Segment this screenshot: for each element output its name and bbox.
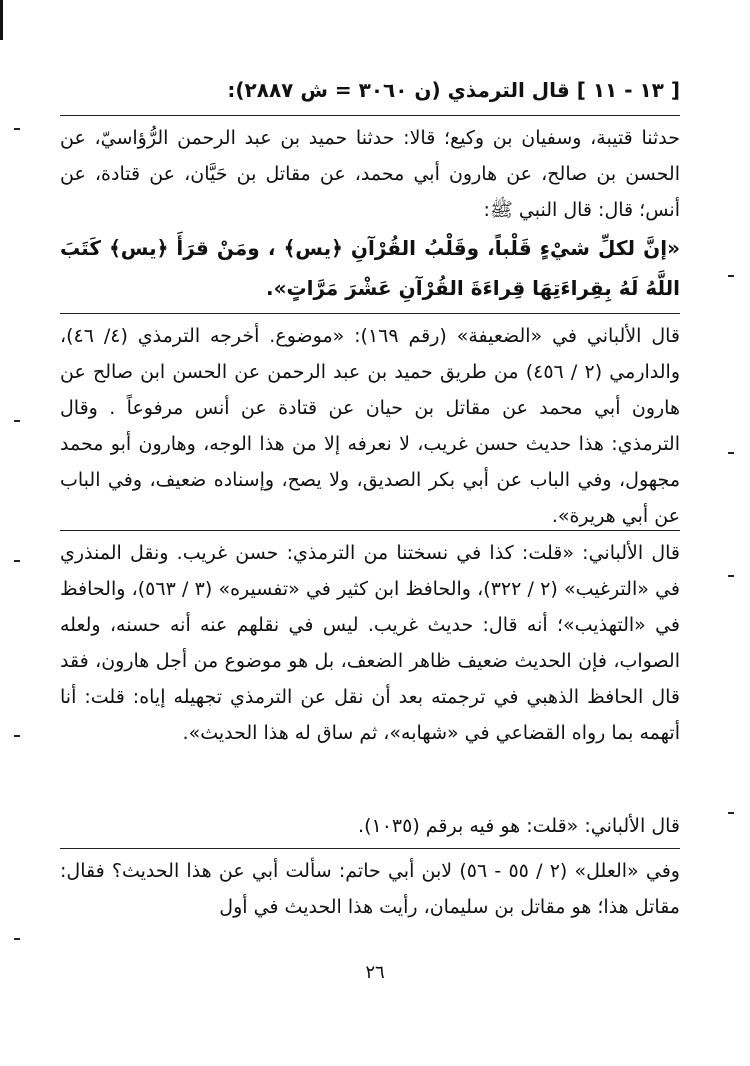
scan-mark <box>728 275 734 277</box>
hadith-text: «إنَّ لكلِّ شيْءٍ قَلْباً، وقَلْبُ القُرْآنِ ﴿يس﴾ ، ومَنْ قرَأَ ﴿يس﴾ كَتَبَ اللَّهُ لَهُ بِقِراءَتِهَا قِراءَةَ القُرْآنِ عَشْرَ مَرَّاتٍ». <box>60 236 680 300</box>
divider-middle <box>60 530 680 531</box>
scan-mark <box>14 128 20 130</box>
scan-mark <box>14 560 20 562</box>
hadith-heading: [ ١٣ - ١١ ] قال الترمذي (ن ٣٠٦٠ = ش ٢٨٨٧): <box>227 78 680 102</box>
divider-top <box>60 115 680 116</box>
scan-mark <box>728 575 734 577</box>
scan-mark <box>728 452 734 454</box>
scan-edge-mark <box>0 0 3 40</box>
scan-mark <box>14 938 20 940</box>
scan-mark <box>14 420 20 422</box>
ilal-paragraph: وفي «العلل» (٢ / ٥٥ - ٥٦) لابن أبي حاتم: سألت أبي عن هذا الحديث؟ فقال: مقاتل هذا؛ هو مقاتل بن سليمان، رأيت هذا الحديث في أول <box>60 860 680 918</box>
albani-commentary-3: قال الألباني: «قلت: هو فيه برقم (١٠٣٥). <box>358 815 680 837</box>
scan-mark <box>14 735 20 737</box>
albani-commentary-1: قال الألباني في «الضعيفة» (رقم ١٦٩): «موضوع. أخرجه الترمذي (٤/ ٤٦)، والدارمي (٢ / ٤٥٦) من طريق حميد بن عبد الرحمن عن الحسن ابن صالح عن هارون أبي محمد عن مقاتل بن حيان عن قتادة عن أنس مرفوعاً . وقال الترمذي: هذا حديث حسن غريب، لا نعرفه إلا من هذا الوجه، وهارون أبو محمد مجهول، وفي الباب عن أبي بكر الصديق، ولا يصح، وإسناده ضعيف، وفي الباب عن أبي هريرة». <box>60 325 680 527</box>
divider-after-hadith <box>60 313 680 314</box>
isnad-paragraph: حدثنا قتيبة، وسفيان بن وكيع؛ قالا: حدثنا حميد بن عبد الرحمن الرُّؤاسيّ، عن الحسن بن صالح، عن هارون أبي محمد، عن مقاتل بن حَيَّان، عن قتادة، عن أنس؛ قال: قال النبي ﷺ: <box>60 127 680 221</box>
albani-commentary-2: قال الألباني: «قلت: كذا في نسختنا من الترمذي: حسن غريب. ونقل المنذري في «الترغيب» (٢ / ٣٢٢)، والحافظ ابن كثير في «تفسيره» (٣ / ٥٦٣)، والحافظ في «التهذيب»؛ أنه قال: حديث غريب. ليس في نقلهم عنه أنه حسنه، ولعله الصواب، فإن الحديث ضعيف ظاهر الضعف، بل هو موضوع من أجل هارون، فقد قال الحافظ الذهبي في ترجمته بعد أن نقل عن الترمذي تجهيله إياه: قلت: أنا أتهمه بما رواه القضاعي في «شهابه»، ثم ساق له هذا الحديث». <box>60 542 680 744</box>
scan-mark <box>728 812 734 814</box>
page-number: ٢٦ <box>365 962 385 983</box>
divider-bottom <box>60 848 680 849</box>
